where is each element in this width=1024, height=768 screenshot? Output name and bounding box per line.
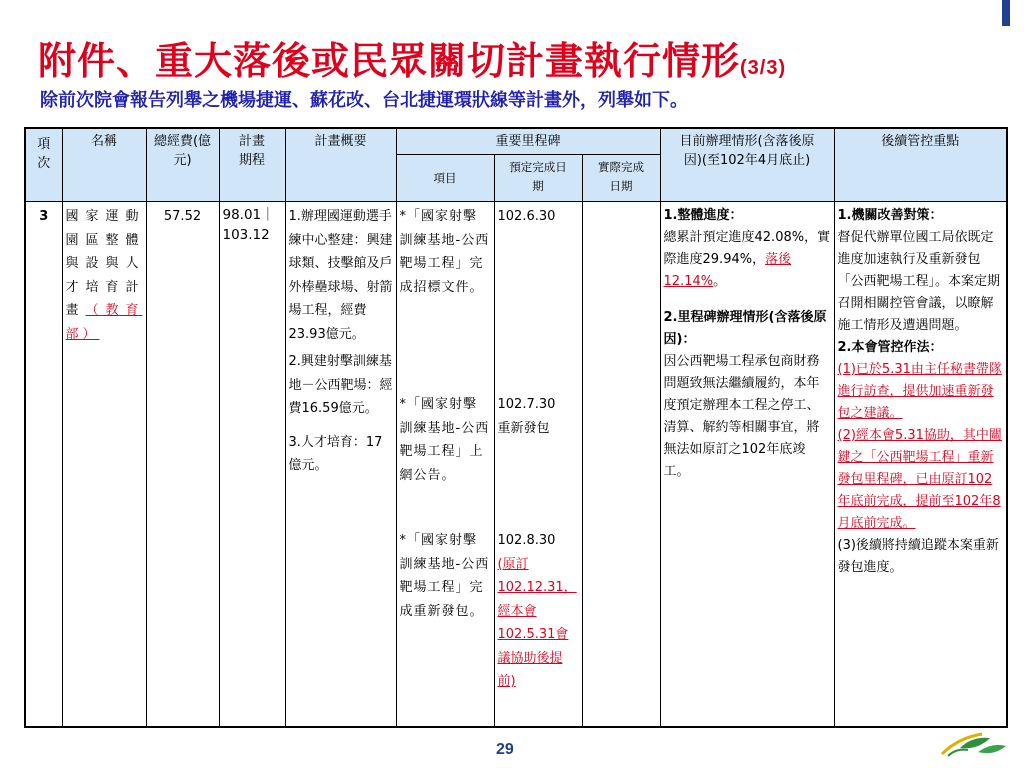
milestone-item: *「國家射擊訓練基地-公西靶場工程」完成招標文件。 <box>399 209 490 295</box>
page-title <box>38 30 786 85</box>
header-summary: 計畫概要 <box>285 128 396 202</box>
leaf-logo-icon <box>938 728 1008 758</box>
status-text-1c: 。 <box>713 274 727 289</box>
status-delay: 落後12.14% <box>663 252 792 289</box>
title-text: 附件、重大落後或民眾關切計畫執行情形 <box>38 38 741 83</box>
header-milestone-actual: 實際完成日期 <box>582 155 660 202</box>
planned-date-1: 102.6.30 <box>497 209 556 224</box>
header-budget: 總經費(億元) <box>146 128 219 202</box>
row-status <box>660 202 834 727</box>
project-name: 國家運動園區整體與設與人才培育計畫 <box>65 209 143 318</box>
row-schedule: 98.01｜103.12 <box>219 202 285 727</box>
header-schedule: 計畫期程 <box>219 128 285 202</box>
planned-note-2: 重新發包 <box>497 420 550 436</box>
planned-note-3: (原訂102.12.31，經本會102.5.31會議協助後提前) <box>497 556 577 689</box>
followup-heading-1: 1.機關改善對策： <box>837 208 943 223</box>
page-subtitle: 除前次院會報告列舉之機場捷運、蘇花改、台北捷運環狀線等計畫外，列舉如下。 <box>40 90 688 111</box>
row-followup <box>834 202 1007 727</box>
status-heading-2: 2.里程碑辦理情形(含落後原因)： <box>663 310 827 347</box>
followup-text-2: (1)已於5.31由主任秘書帶隊進行訪查，提供加速重新發包之建議。 <box>837 362 1002 421</box>
row-index: 3 <box>25 202 62 727</box>
followup-text-4: (3)後續將持續追蹤本案重新發包進度。 <box>837 538 999 575</box>
ministry-name: （教育部） <box>65 303 143 342</box>
row-milestone-planned <box>494 202 582 727</box>
page-number: 29 <box>496 741 514 758</box>
title-suffix: (3/3) <box>740 57 787 79</box>
milestone-item: *「國家射擊訓練基地-公西靶場工程」完成重新發包。 <box>399 533 490 619</box>
row-name <box>62 202 146 727</box>
header-index: 項次 <box>25 128 62 202</box>
table-row <box>25 202 1007 727</box>
header-milestone-item: 項目 <box>396 155 494 202</box>
followup-text-1: 督促代辦單位國工局依既定進度加速執行及重新發包「公西靶場工程」。本案定期召開相關控管會議，以瞭解施工情形及遭遇問題。 <box>837 230 1001 333</box>
milestone-item: *「國家射擊訓練基地-公西靶場工程」上網公告。 <box>399 397 490 483</box>
table-header-row <box>25 128 1007 155</box>
row-milestone-actual <box>582 202 660 727</box>
followup-text-3: (2)經本會5.31協助，其中關鍵之「公西靶場工程」重新發包里程碑，已由原訂102年底前完成，提前至102年8月底前完成。 <box>837 428 1002 531</box>
header-milestones: 重要里程碑 <box>396 128 660 155</box>
header-status: 目前辦理情形(含落後原因)(至102年4月底止) <box>660 128 834 202</box>
summary-item: 3.人才培育：17億元。 <box>288 434 383 473</box>
header-followup: 後續管控重點 <box>834 128 1007 202</box>
row-budget: 57.52 <box>146 202 219 727</box>
followup-heading-2: 2.本會管控作法： <box>837 340 943 355</box>
planned-date-2: 102.7.30 <box>497 397 556 412</box>
summary-item: 2.興建射擊訓練基地－公西靶場：經費16.59億元。 <box>288 354 393 416</box>
status-heading-1: 1.整體進度： <box>663 208 743 223</box>
row-summary <box>285 202 396 727</box>
header-name: 名稱 <box>62 128 146 202</box>
top-accent-bar <box>1002 0 1010 26</box>
header-milestone-planned: 預定完成日期 <box>494 155 582 202</box>
status-text-1a: 總累計預定進度42.08%，實際進度29.94%， <box>663 230 831 267</box>
status-text-2: 因公西靶場工程承包商財務問題致無法繼續履約，本年度預定辦理本工程之停工、清算、解約等相關事宜，將無法如原訂之102年底竣工。 <box>663 354 820 479</box>
project-table <box>24 127 1008 728</box>
status-text-1 <box>664 227 831 293</box>
summary-item: 1.辦理國運動選手練中心整建：興建球類、技擊館及戶外棒壘球場、射箭場工程，經費23.93億元。 <box>288 209 393 342</box>
row-milestone-items <box>396 202 494 727</box>
planned-date-3: 102.8.30 <box>497 533 556 548</box>
